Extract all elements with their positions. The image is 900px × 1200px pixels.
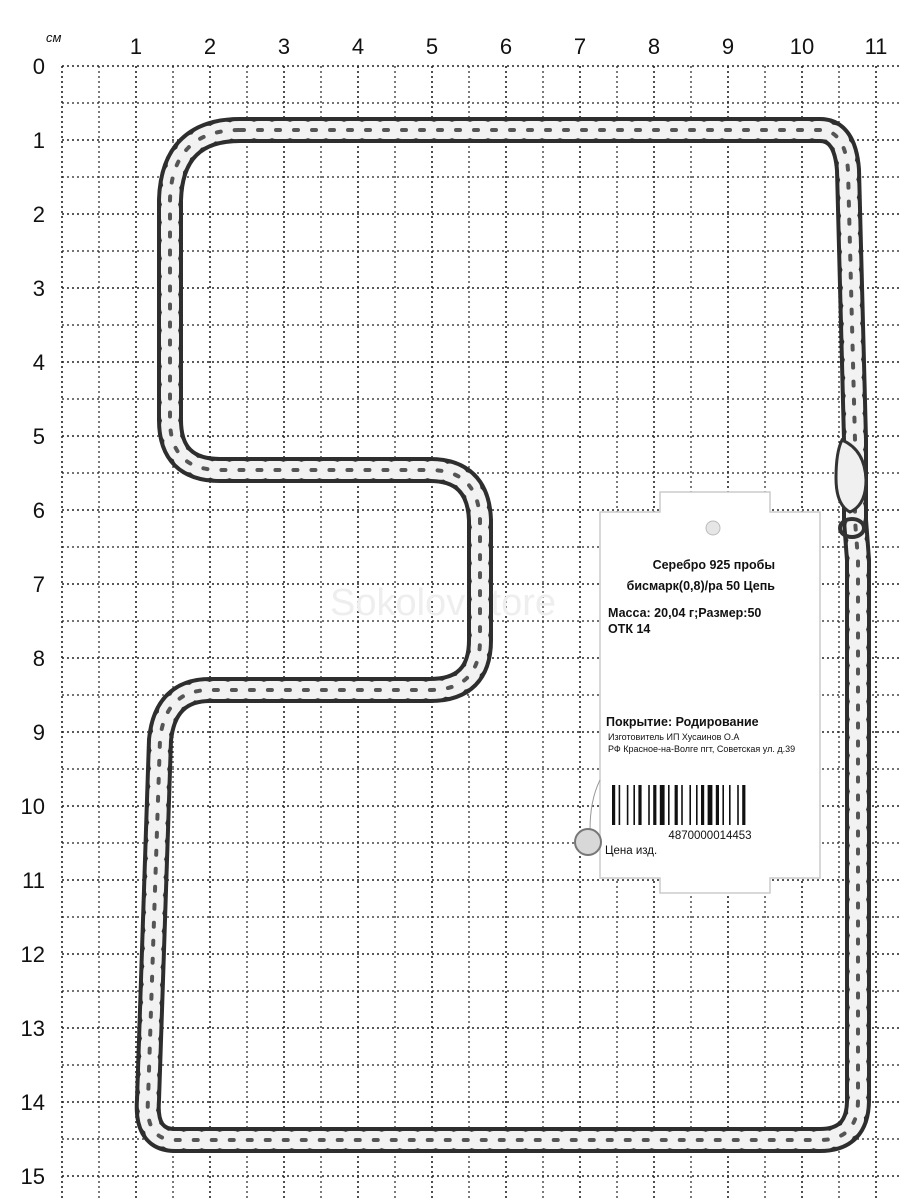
barcode-number: 4870000014453 bbox=[668, 830, 752, 842]
x-tick-label: 8 bbox=[647, 34, 661, 59]
y-tick-label: 11 bbox=[22, 868, 45, 893]
x-tick-label: 7 bbox=[573, 34, 587, 59]
x-tick-label: 10 bbox=[789, 34, 815, 59]
tag-article: бисмарк(0,8)/ра 50 Цепь bbox=[626, 579, 775, 593]
price-label: Цена изд. bbox=[605, 845, 658, 857]
barcode-bar bbox=[619, 785, 621, 825]
barcode-bar bbox=[737, 785, 739, 825]
tag-hole bbox=[706, 521, 720, 535]
y-tick-label: 10 bbox=[20, 794, 45, 819]
barcode-bar bbox=[668, 785, 670, 825]
y-tick-label: 1 bbox=[32, 128, 45, 153]
tag-coating: Покрытие: Родирование bbox=[606, 715, 759, 729]
y-tick-label: 3 bbox=[32, 276, 45, 301]
unit-label: см bbox=[46, 30, 62, 45]
tag-otk: ОТК 14 bbox=[608, 622, 651, 636]
barcode-bar bbox=[716, 785, 719, 825]
barcode-bar bbox=[612, 785, 615, 825]
tag-address: РФ Красное-на-Волге пгт, Советская ул. д.39 bbox=[608, 744, 796, 754]
tag-charm bbox=[575, 829, 601, 855]
tag-material: Серебро 925 пробы bbox=[652, 558, 775, 572]
barcode-bar bbox=[708, 785, 713, 825]
barcode-bar bbox=[660, 785, 665, 825]
x-tick-label: 1 bbox=[129, 34, 143, 59]
barcode-bar bbox=[638, 785, 641, 825]
y-tick-label: 14 bbox=[20, 1090, 45, 1115]
x-tick-label: 4 bbox=[351, 34, 365, 59]
y-tick-label: 13 bbox=[20, 1016, 45, 1041]
y-tick-label: 7 bbox=[32, 572, 45, 597]
product-tag bbox=[575, 492, 820, 893]
x-tick-label: 5 bbox=[425, 34, 439, 59]
barcode-bar bbox=[696, 785, 698, 825]
y-tick-label: 2 bbox=[32, 202, 45, 227]
barcode-bar bbox=[742, 785, 745, 825]
x-tick-label: 9 bbox=[721, 34, 735, 59]
barcode-bar bbox=[722, 785, 724, 825]
barcode-bar bbox=[633, 785, 635, 825]
barcode-bar bbox=[648, 785, 650, 825]
x-tick-label: 6 bbox=[499, 34, 513, 59]
y-tick-label: 9 bbox=[32, 720, 45, 745]
barcode-bar bbox=[689, 785, 691, 825]
x-tick-label: 3 bbox=[277, 34, 291, 59]
y-tick-label: 4 bbox=[32, 350, 45, 375]
y-tick-label: 6 bbox=[32, 498, 45, 523]
y-tick-label: 5 bbox=[32, 424, 45, 449]
barcode-bar bbox=[701, 785, 704, 825]
barcode-bar bbox=[653, 785, 656, 825]
y-tick-label: 8 bbox=[32, 646, 45, 671]
y-tick-label: 15 bbox=[20, 1164, 45, 1189]
barcode-bar bbox=[729, 785, 731, 825]
barcode-bar bbox=[675, 785, 678, 825]
x-tick-label: 2 bbox=[203, 34, 217, 59]
y-tick-label: 12 bbox=[20, 942, 45, 967]
barcode-bar bbox=[627, 785, 629, 825]
barcode-bar bbox=[681, 785, 683, 825]
y-tick-label: 0 bbox=[32, 54, 45, 79]
tag-weight-size: Масса: 20,04 г;Размер:50 bbox=[608, 606, 762, 620]
x-tick-label: 11 bbox=[864, 34, 888, 59]
watermark: SokolovStore bbox=[330, 582, 557, 624]
tag-manufacturer: Изготовитель ИП Хусаинов О.А bbox=[608, 732, 740, 742]
